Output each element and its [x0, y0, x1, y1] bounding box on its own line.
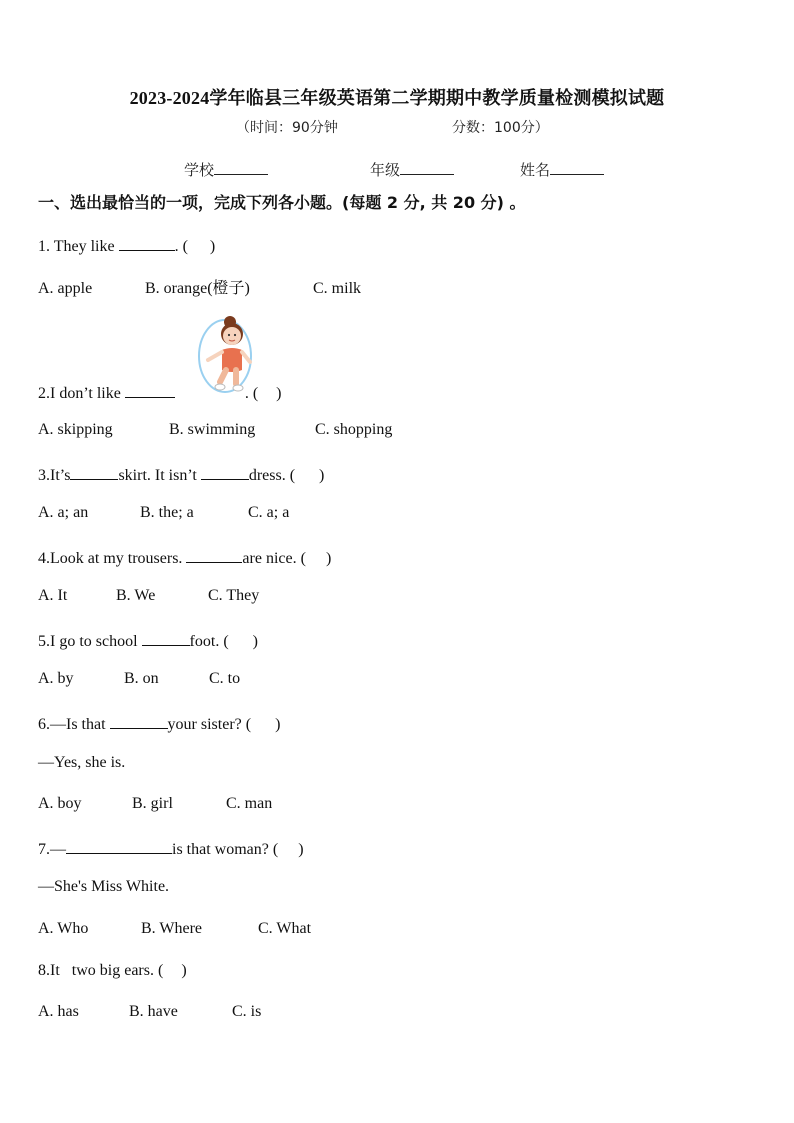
q1-option-c[interactable]: C. milk: [313, 280, 362, 297]
question-1: [38, 234, 215, 256]
name-blank[interactable]: [550, 159, 604, 175]
q7-option-c[interactable]: C. What: [258, 920, 312, 937]
q6-reply: —Yes, she is.: [38, 754, 126, 771]
q1-paren-close: ): [209, 238, 216, 255]
question-2: [38, 381, 281, 403]
q3-stem-end: dress. (: [248, 467, 296, 484]
q3-option-a[interactable]: A. a; an: [38, 504, 89, 521]
q7-stem-end: is that woman? (: [172, 841, 279, 858]
q7-option-a[interactable]: A. Who: [38, 920, 89, 937]
question-7: [38, 837, 304, 859]
q6-stem-end: your sister? (: [167, 716, 252, 733]
grade-field: [370, 159, 454, 180]
q7-reply: —She's Miss White.: [38, 878, 170, 895]
q6-options: [38, 795, 272, 813]
q3-option-b[interactable]: B. the; a: [140, 504, 194, 521]
q6-paren-close: ): [275, 716, 281, 733]
q2-options: [38, 421, 392, 439]
school-label: 学校: [184, 161, 215, 179]
q3-blank-1[interactable]: [70, 463, 118, 480]
q1-stem: 1. They like: [38, 238, 115, 255]
question-3: [38, 463, 324, 485]
q5-stem: 5.I go to school: [38, 633, 138, 650]
exam-title: 2023-2024学年临县三年级英语第二学期期中教学质量检测模拟试题: [129, 88, 665, 108]
q4-option-b[interactable]: B. We: [116, 587, 156, 604]
q4-stem: 4.Look at my trousers.: [38, 550, 183, 567]
q2-blank[interactable]: [125, 381, 175, 398]
q8-stem: 8.It two big ears. (: [38, 962, 164, 979]
school-blank[interactable]: [214, 159, 268, 175]
q3-blank-2[interactable]: [201, 463, 249, 480]
q2-option-a[interactable]: A. skipping: [38, 421, 113, 438]
q6-option-b[interactable]: B. girl: [132, 795, 173, 812]
q1-blank[interactable]: [119, 234, 175, 251]
q3-paren-close: ): [319, 467, 325, 484]
q4-option-a[interactable]: A. It: [38, 587, 68, 604]
q3-stem: 3.It’s: [38, 467, 71, 484]
q5-blank[interactable]: [142, 629, 190, 646]
question-6: [38, 712, 280, 734]
grade-blank[interactable]: [400, 159, 454, 175]
q1-option-a[interactable]: A. apple: [38, 280, 93, 297]
q6-option-a[interactable]: A. boy: [38, 795, 82, 812]
name-label: 姓名: [520, 161, 551, 179]
q3-options: [38, 504, 289, 522]
q5-option-b[interactable]: B. on: [124, 670, 159, 687]
q4-stem-end: are nice. (: [242, 550, 306, 567]
q7-blank[interactable]: [66, 837, 172, 854]
q4-blank[interactable]: [186, 546, 242, 563]
q1-option-b[interactable]: B. orange(橙子): [145, 280, 250, 297]
question-4: [38, 546, 331, 568]
q5-option-c[interactable]: C. to: [209, 670, 241, 687]
q4-options: [38, 587, 259, 605]
q8-options: [38, 1003, 261, 1021]
q4-option-c[interactable]: C. They: [208, 587, 260, 604]
q8-paren-close: ): [181, 962, 187, 979]
q3-option-c[interactable]: C. a; a: [248, 504, 290, 521]
q7-options: [38, 920, 311, 938]
q2-option-c[interactable]: C. shopping: [315, 421, 393, 438]
q5-option-a[interactable]: A. by: [38, 670, 74, 687]
q5-stem-end: foot. (: [189, 633, 229, 650]
q1-options: [38, 275, 361, 298]
section-heading: 一、选出最恰当的一项，完成下列各小题。(每题 2 分, 共 20 分) 。: [38, 193, 526, 212]
q1-stem-end: . (: [174, 238, 188, 255]
grade-label: 年级: [370, 161, 401, 179]
q6-stem: 6.—Is that: [38, 716, 106, 733]
q6-option-c[interactable]: C. man: [226, 795, 273, 812]
q2-option-b[interactable]: B. swimming: [169, 421, 256, 438]
q7-option-b[interactable]: B. Where: [141, 920, 203, 937]
exam-time: （时间：90分钟: [236, 120, 338, 136]
q3-stem-mid: skirt. It isn’t: [118, 467, 197, 484]
q4-paren-close: ): [325, 550, 332, 567]
question-5: [38, 629, 258, 651]
q7-stem: 7.—: [38, 841, 66, 858]
q2-stem-end: . (: [244, 385, 259, 402]
exam-score: 分数：100分）: [452, 120, 549, 136]
q2-stem: 2.I don’t like: [38, 385, 121, 402]
school-field: [184, 159, 268, 180]
name-field: [520, 159, 604, 180]
q5-paren-close: ): [252, 633, 258, 650]
q2-paren-close: ): [276, 385, 282, 402]
q8-option-a[interactable]: A. has: [38, 1003, 79, 1020]
question-8: [38, 962, 187, 980]
q5-options: [38, 670, 240, 688]
q8-option-b[interactable]: B. have: [129, 1003, 178, 1020]
q7-paren-close: ): [298, 841, 304, 858]
q8-option-c[interactable]: C. is: [232, 1003, 262, 1020]
q6-blank[interactable]: [110, 712, 168, 729]
